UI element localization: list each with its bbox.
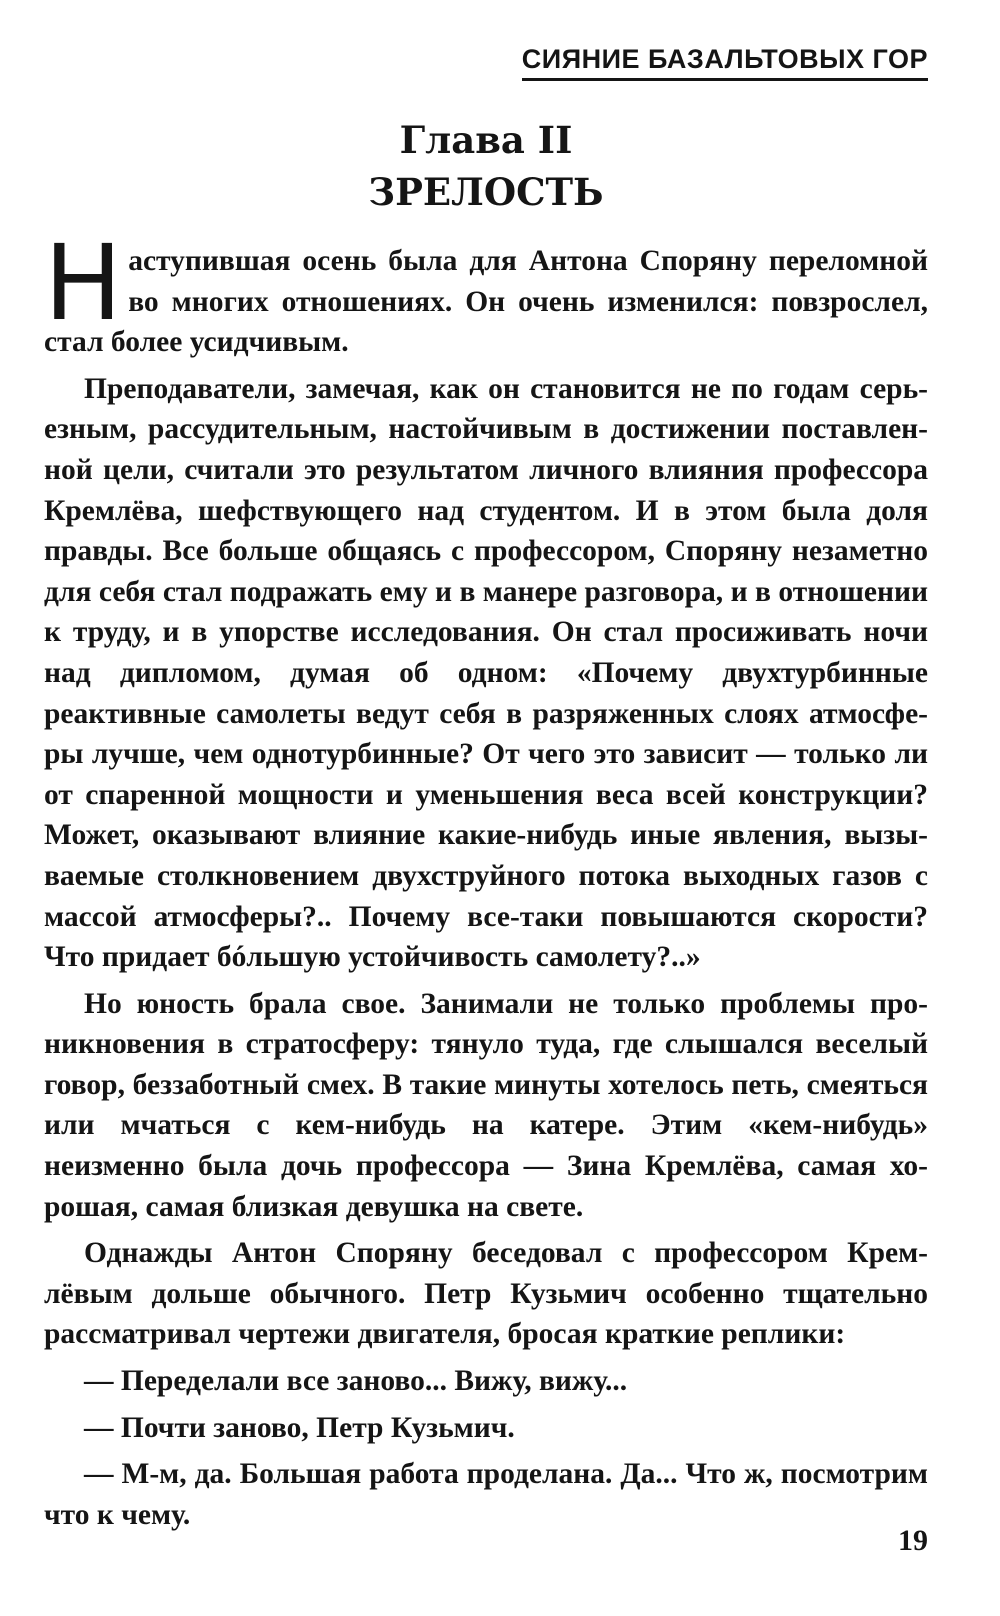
- chapter-title: ЗРЕЛОСТЬ: [368, 170, 604, 214]
- paragraph-1: [44, 222, 928, 363]
- book-page: [44, 0, 928, 1616]
- dialogue-line-1: — Переделали все заново... Вижу, вижу...: [84, 1365, 628, 1398]
- paragraph-3: Но юность брала свое. Занимали не только проблемы проникновения в стратосферу: тянуло туда, где слышался веселый говор, беззаботный смех. В такие минуты хотелось петь, смеяться или мчаться с кем-нибудь на катере. Этим «кем-нибудь» неизменно была дочь профессора — Зина Кремлёва, самая хорошая, самая близкая девушка на свете.: [44, 987, 928, 1223]
- chapter-number: Глава II: [399, 118, 573, 162]
- paragraph-2: Преподаватели, замечая, как он становится не по годам серьезным, рассудительным, настойчивым в достижении поставленной цели, считали это результатом личного влияния профессора Кремлёва, шефствующего над студентом. И в этом была доля правды. Все больше общаясь с профессором, Споряну незаметно для себя стал подражать ему и в манере разговора, и в отношении к труду, и в упорстве исследования. Он стал просиживать ночи над дипломом, думая об одном: «Почему двухтурбинные реактивные самолеты ведут себя в разряженных слоях атмосферы лучше, чем однотурбинные? От чего это зависит — только ли от спаренной мощности и уменьшения веса всей конструкции? Может, оказывают влияние какие-нибудь иные явления, вызываемые столкновением двухструйного потока выходных газов с массой атмосферы?.. Почему все-таки повышаются скорости? Что придает бóльшую устойчивость самолету?..»: [44, 372, 928, 974]
- page-number: 19: [898, 1524, 928, 1557]
- chapter-heading: [44, 114, 928, 218]
- body-text: [44, 222, 928, 1541]
- paragraph-4: Однажды Антон Споряну беседовал с профессором Кремлёвым дольше обычного. Петр Кузьмич особенно тщательно рассматривал чертежи двигателя, бросая краткие реплики:: [44, 1237, 928, 1351]
- drop-cap: Н: [44, 222, 123, 344]
- dialogue-line-2: — Почти заново, Петр Кузьмич.: [84, 1411, 515, 1444]
- paragraph-1-text: аступившая осень была для Антона Споряну переломной во многих отношениях. Он очень изменился: повзрослел, стал более усидчивым.: [44, 245, 928, 359]
- dialogue-line-3: — М-м, да. Большая работа проделана. Да... Что ж, посмотрим что к чему.: [44, 1458, 928, 1531]
- running-head: СИЯНИЕ БАЗАЛЬТОВЫХ ГОР: [522, 44, 928, 81]
